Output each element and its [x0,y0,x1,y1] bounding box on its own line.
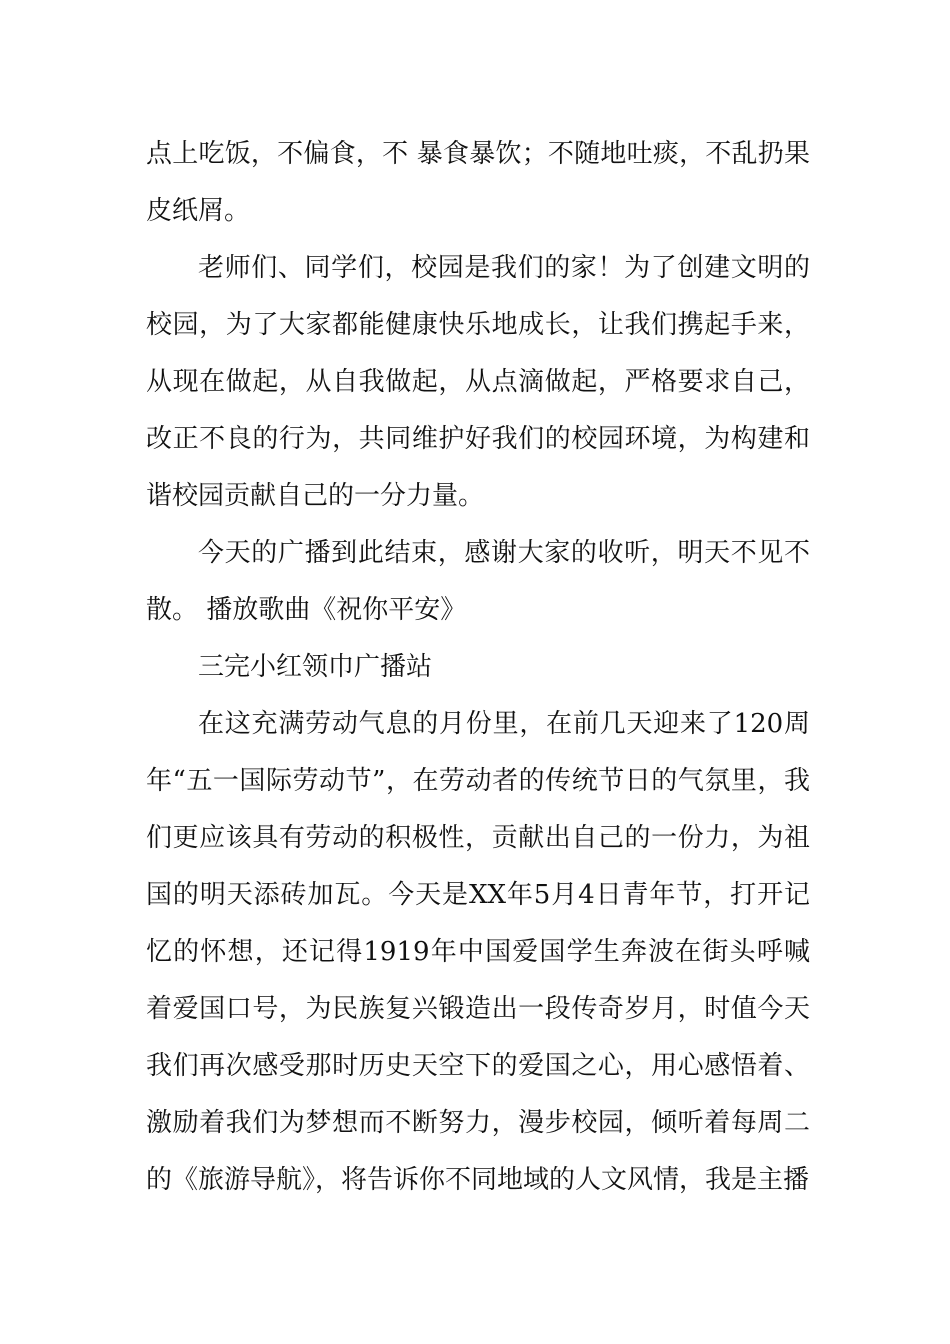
paragraph-station-name: 三完小红领巾广播站 [198,652,433,682]
document-body [146,126,810,1209]
paragraph-meal-habits: 点上吃饭，不偏食，不 暴食暴饮；不随地吐痰，不乱扔果皮纸屑。 [146,139,810,226]
paragraph-civilized-campus: 老师们、同学们，校园是我们的家！为了创建文明的校园，为了大家都能健康快乐地成长，让我们携起手来，从现在做起，从自我做起，从点滴做起，严格要求自己，改正不良的行为，共同维护好我们的校园环境，为构建和谐校园贡献自己的一分力量。 [146,253,810,511]
paragraph-youth-day: 在这充满劳动气息的月份里，在前几天迎来了120周年“五一国际劳动节”，在劳动者的传统节日的气氛里，我们更应该具有劳动的积极性，贡献出自己的一份力，为祖国的明天添砖加瓦。今天是XX年5月4日青年节，打开记忆的怀想，还记得1919年中国爱国学生奔波在街头呼喊着爱国口号，为民族复兴锻造出一段传奇岁月，时值今天我们再次感受那时历史天空下的爱国之心，用心感悟着、激励着我们为梦想而不断努力，漫步校园，倾听着每周二的《旅游导航》，将告诉你不同地域的人文风情，我是主播 [146,709,810,1195]
paragraph-broadcast-closing: 今天的广播到此结束，感谢大家的收听，明天不见不散。 播放歌曲《祝你平安》 [146,538,810,625]
